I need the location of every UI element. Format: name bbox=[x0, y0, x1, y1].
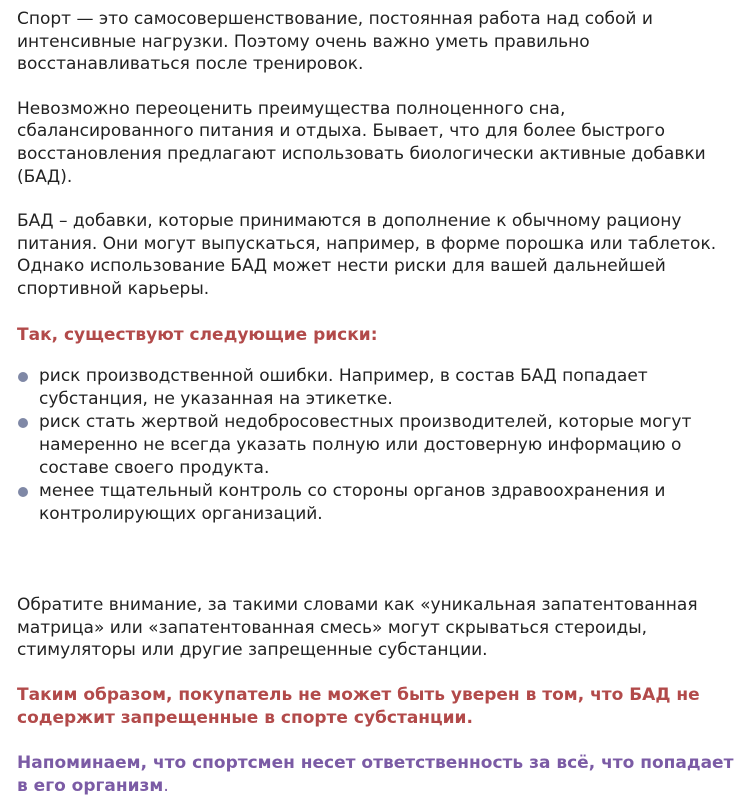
bullet-dot-icon bbox=[18, 487, 28, 497]
intro-paragraph: Спорт — это самосовершенствование, постоянная работа над собой и интенсивные нагрузки. Поэтому очень важно уметь правильно восстанавливаться после тренировок. bbox=[17, 9, 653, 75]
note-paragraph: Обратите внимание, за такими словами как «уникальная запатентованная матрица» или «запатентованная смесь» могут скрываться стероиды, стимуляторы или другие запрещенные субстанции. bbox=[17, 595, 698, 661]
reminder-period: . bbox=[163, 775, 169, 796]
bullet-dot-icon bbox=[18, 372, 28, 382]
risks-list bbox=[17, 365, 736, 525]
recovery-paragraph: Невозможно переоценить преимущества полноценного сна, сбалансированного питания и отдыха. Бывает, что для более быстрого восстановления предлагают использовать биологически активные добавки (БАД). bbox=[17, 98, 706, 187]
reminder-text: Напоминаем, что спортсмен несет ответственность за всё, что попадает в его организм bbox=[17, 753, 734, 796]
risks-heading: Так, существуют следующие риски: bbox=[17, 324, 378, 345]
risk-text: риск производственной ошибки. Например, в состав БАД попадает субстанция, не указанная на этикетке. bbox=[39, 366, 648, 409]
list-item bbox=[17, 480, 736, 525]
definition-paragraph: БАД – добавки, которые принимаются в дополнение к обычному рациону питания. Они могут выпускаться, например, в форме порошка или таблеток. Однако использование БАД может нести риски для вашей дальнейшей спортивной карьеры. bbox=[17, 211, 717, 299]
conclusion-paragraph: Таким образом, покупатель не может быть уверен в том, что БАД не содержит запрещенные в спорте субстанции. bbox=[17, 685, 700, 728]
list-item bbox=[17, 365, 736, 410]
bullet-dot-icon bbox=[18, 418, 28, 428]
reminder-paragraph bbox=[17, 752, 736, 797]
risk-text: риск стать жертвой недобросовестных производителей, которые могут намеренно не всегда указать полную или достоверную информацию о составе своего продукта. bbox=[39, 412, 692, 478]
risk-text: менее тщательный контроль со стороны органов здравоохранения и контролирующих организаций. bbox=[39, 481, 666, 524]
list-item bbox=[17, 411, 736, 479]
